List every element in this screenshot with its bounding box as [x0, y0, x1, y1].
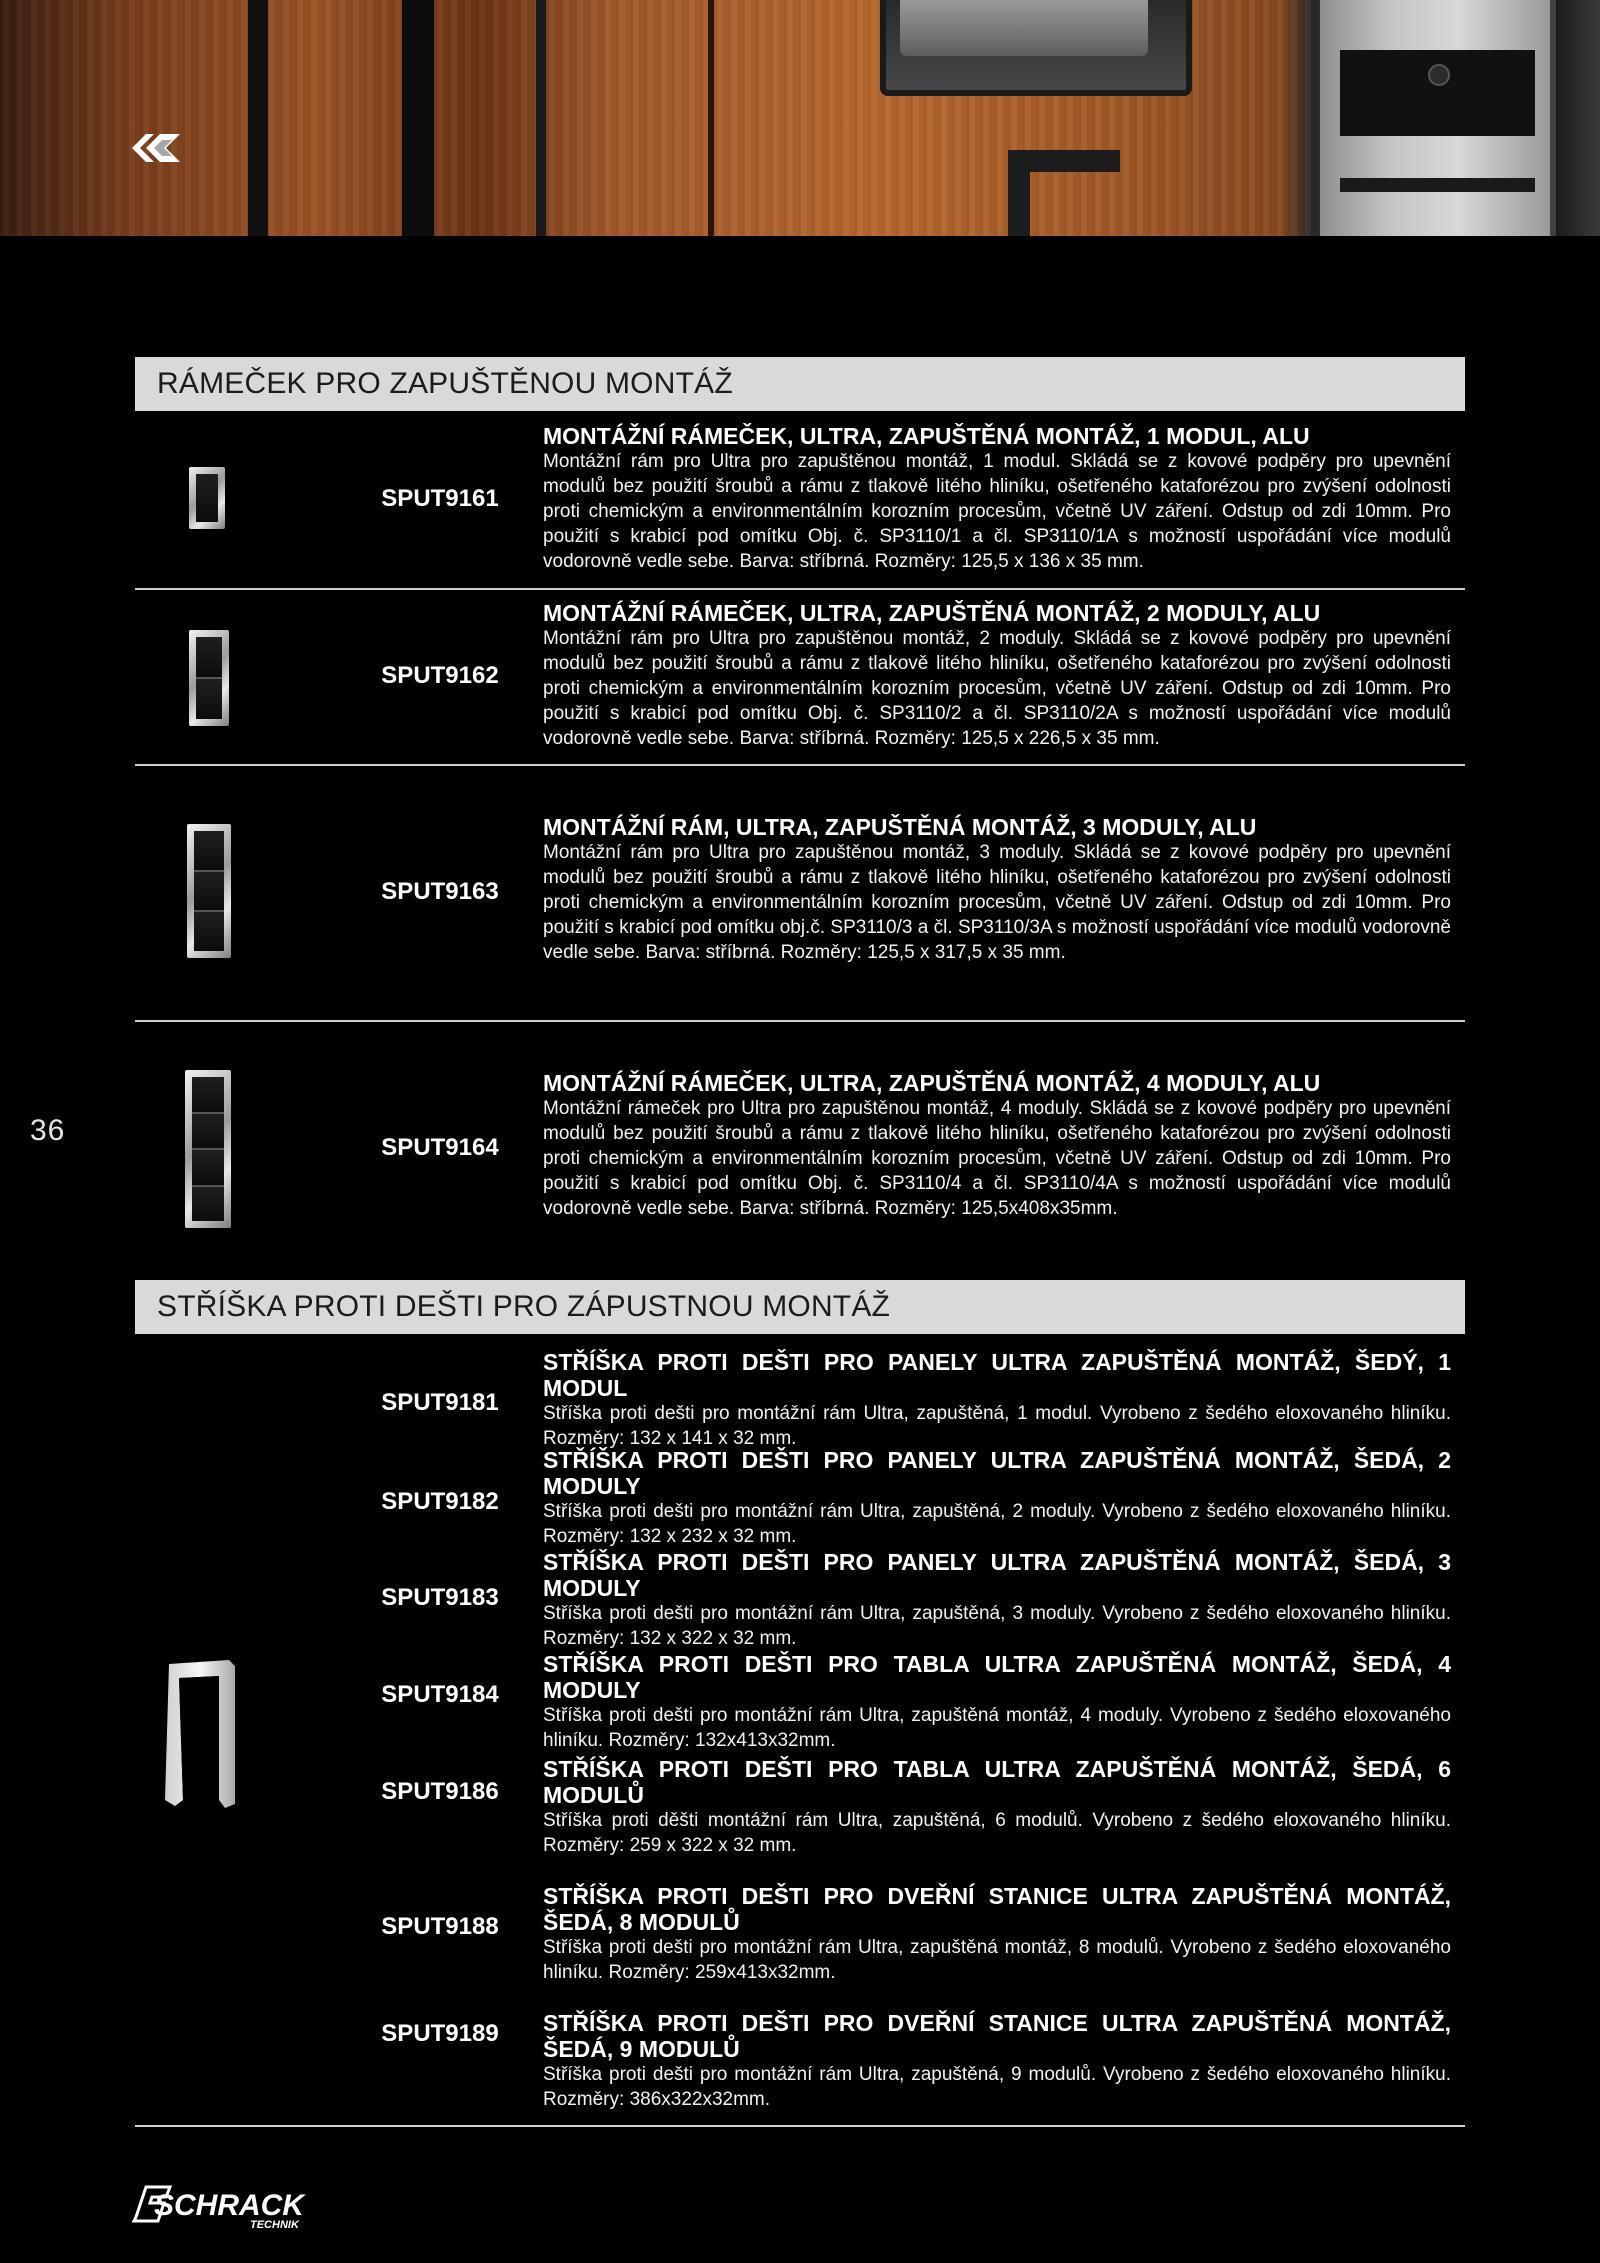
product-code: SPUT9186 — [381, 1778, 499, 1805]
product-title: STŘÍŠKA PROTI DEŠTI PRO PANELY ULTRA ZAPUŠTĚNÁ MONTÁŽ, ŠEDÁ, 3 MODULY — [543, 1549, 1451, 1601]
product-row — [135, 588, 1465, 766]
product-code: SPUT9164 — [381, 1134, 499, 1161]
product-description: Stříška proti dešti pro montážní rám Ultra, zapuštěná, 3 moduly. Vyrobeno z šedého eloxovaného hliníku. Rozměry: 132 x 322 x 32 mm. — [543, 1603, 1451, 1649]
product-title: STŘÍŠKA PROTI DEŠTI PRO PANELY ULTRA ZAPUŠTĚNÁ MONTÁŽ, ŠEDÝ, 1 MODUL — [543, 1349, 1451, 1401]
product-row — [135, 411, 1465, 590]
product-description: Montážní rámeček pro Ultra pro zapuštěnou montáž, 4 moduly. Skládá se z kovové podpěry pro upevnění modulů bez použití šroubů a rámu z tlakově litého hliníku, ošetřeného kataforézou pro zvýšení odolnosti proti chemickým a environmentálním korozním procesům, včetně UV záření. Odstup od zdi 10mm. Pro použití s krabicí pod omítku Obj. č. SP3110/4 a čl. SP3110/4A s možností uspořádání více modulů vodorovně vedle sebe. Barva: stříbrná. Rozměry: 125,5x408x35mm. — [543, 1098, 1451, 1219]
product-title: MONTÁŽNÍ RÁMEČEK, ULTRA, ZAPUŠTĚNÁ MONTÁŽ, 2 MODULY, ALU — [543, 600, 1321, 626]
product-description: Montážní rám pro Ultra pro zapuštěnou montáž, 3 moduly. Skládá se z kovové podpěry pro upevnění modulů bez použití šroubů a rámu z tlakově litého hliníku, ošetřeného kataforézou pro zvýšení odolnosti proti chemickým a environmentálním korozním procesům, včetně UV záření. Odstup od zdi 10mm. Pro použití s krabicí pod omítku obj.č. SP3110/3 a čl. SP3110/3A s možností uspořádání více modulů vodorovně vedle sebe. Barva: stříbrná. Rozměry: 125,5 x 317,5 x 35 mm. — [543, 842, 1451, 963]
product-description: Stříška proti děšti montážní rám Ultra, zapuštěná, 6 modulů. Vyrobeno z šedého eloxovaného hliníku. Rozměry: 259 x 322 x 32 mm. — [543, 1810, 1451, 1856]
product-code: SPUT9188 — [381, 1913, 499, 1940]
product-row — [135, 1883, 1465, 2005]
product-row — [135, 1549, 1465, 1647]
product-row — [135, 1020, 1465, 1260]
product-description: Montážní rám pro Ultra pro zapuštěnou montáž, 2 moduly. Skládá se z kovové podpěry pro upevnění modulů bez použití šroubů a rámu z tlakově litého hliníku, ošetřeného kataforézou pro zvýšení odolnosti proti chemickým a environmentálním korozním procesům, včetně UV záření. Odstup od zdi 10mm. Pro použití s krabicí pod omítku Obj. č. SP3110/2 a čl. SP3110/2A s možností uspořádání více modulů vodorovně vedle sebe. Barva: stříbrná. Rozměry: 125,5 x 226,5 x 35 mm. — [543, 628, 1451, 749]
product-row — [135, 1345, 1465, 1449]
product-description: Stříška proti dešti pro montážní rám Ultra, zapuštěná, 1 modul. Vyrobeno z šedého eloxovaného hliníku. Rozměry: 132 x 141 x 32 mm. — [543, 1403, 1451, 1449]
product-code: SPUT9181 — [381, 1389, 499, 1416]
product-title: STŘÍŠKA PROTI DEŠTI PRO PANELY ULTRA ZAPUŠTĚNÁ MONTÁŽ, ŠEDÁ, 2 MODULY — [543, 1447, 1451, 1499]
product-image — [189, 467, 225, 529]
product-code: SPUT9183 — [381, 1584, 499, 1611]
chevron-logo-icon — [132, 130, 180, 166]
product-image — [189, 630, 229, 726]
product-row — [135, 1756, 1465, 1878]
section-title-flush-frames: RÁMEČEK PRO ZAPUŠTĚNOU MONTÁŽ — [135, 357, 1465, 411]
product-title: MONTÁŽNÍ RÁMEČEK, ULTRA, ZAPUŠTĚNÁ MONTÁŽ, 4 MODULY, ALU — [543, 1070, 1321, 1096]
product-row — [135, 1447, 1465, 1545]
product-row — [135, 1651, 1465, 1749]
product-code: SPUT9163 — [381, 878, 499, 905]
product-description: Stříška proti dešti pro montážní rám Ultra, zapuštěná, 9 modulů. Vyrobeno z šedého eloxovaného hliníku. Rozměry: 386x322x32mm. — [543, 2064, 1451, 2110]
product-title: STŘÍŠKA PROTI DEŠTI PRO TABLA ULTRA ZAPUŠTĚNÁ MONTÁŽ, ŠEDÁ, 4 MODULY — [543, 1651, 1451, 1703]
product-image — [185, 1070, 231, 1228]
product-row — [135, 764, 1465, 1022]
product-title: STŘÍŠKA PROTI DEŠTI PRO TABLA ULTRA ZAPUŠTĚNÁ MONTÁŽ, ŠEDÁ, 6 MODULŮ — [543, 1756, 1451, 1808]
product-title: STŘÍŠKA PROTI DEŠTI PRO DVEŘNÍ STANICE ULTRA ZAPUŠTĚNÁ MONTÁŽ, ŠEDÁ, 9 MODULŮ — [543, 2010, 1451, 2062]
page-number: 36 — [30, 1114, 66, 1147]
product-description: Stříška proti dešti pro montážní rám Ultra, zapuštěná montáž, 8 modulů. Vyrobeno z šedého eloxovaného hliníku. Rozměry: 259x413x32mm. — [543, 1937, 1451, 1983]
product-code: SPUT9184 — [381, 1681, 499, 1708]
section-title-rain-canopy: STŘÍŠKA PROTI DEŠTI PRO ZÁPUSTNOU MONTÁŽ — [135, 1280, 1465, 1334]
product-title: MONTÁŽNÍ RÁMEČEK, ULTRA, ZAPUŠTĚNÁ MONTÁŽ, 1 MODUL, ALU — [543, 423, 1310, 449]
product-title: MONTÁŽNÍ RÁM, ULTRA, ZAPUŠTĚNÁ MONTÁŽ, 3 MODULY, ALU — [543, 814, 1257, 840]
product-description: Montážní rám pro Ultra pro zapuštěnou montáž, 1 modul. Skládá se z kovové podpěry pro upevnění modulů bez použití šroubů a rámu z tlakově litého hliníku, ošetřeného kataforézou pro zvýšení odolnosti proti chemickým a environmentálním korozním procesům, včetně UV záření. Odstup od zdi 10mm. Pro použití s krabicí pod omítku Obj. č. SP3110/1 a čl. SP3110/1A s možností uspořádání více modulů vodorovně vedle sebe. Barva: stříbrná. Rozměry: 125,5 x 136 x 35 mm. — [543, 451, 1451, 572]
product-description: Stříška proti dešti pro montážní rám Ultra, zapuštěná montáž, 4 moduly. Vyrobeno z šedého eloxovaného hliníku. Rozměry: 132x413x32mm. — [543, 1705, 1451, 1751]
product-code: SPUT9182 — [381, 1488, 499, 1515]
schrack-logo — [132, 2183, 337, 2231]
product-row — [135, 2010, 1465, 2127]
svg-text:TECHNIK: TECHNIK — [250, 2219, 299, 2231]
product-image — [187, 824, 231, 958]
hero-photo — [0, 0, 1600, 236]
product-code: SPUT9161 — [381, 485, 499, 512]
product-code: SPUT9162 — [381, 662, 499, 689]
product-code: SPUT9189 — [381, 2020, 499, 2047]
svg-text:SCHRACK: SCHRACK — [154, 2189, 304, 2222]
product-description: Stříška proti dešti pro montážní rám Ultra, zapuštěná, 2 moduly. Vyrobeno z šedého eloxovaného hliníku. Rozměry: 132 x 232 x 32 mm. — [543, 1501, 1451, 1547]
product-title: STŘÍŠKA PROTI DEŠTI PRO DVEŘNÍ STANICE ULTRA ZAPUŠTĚNÁ MONTÁŽ, ŠEDÁ, 8 MODULŮ — [543, 1883, 1451, 1935]
